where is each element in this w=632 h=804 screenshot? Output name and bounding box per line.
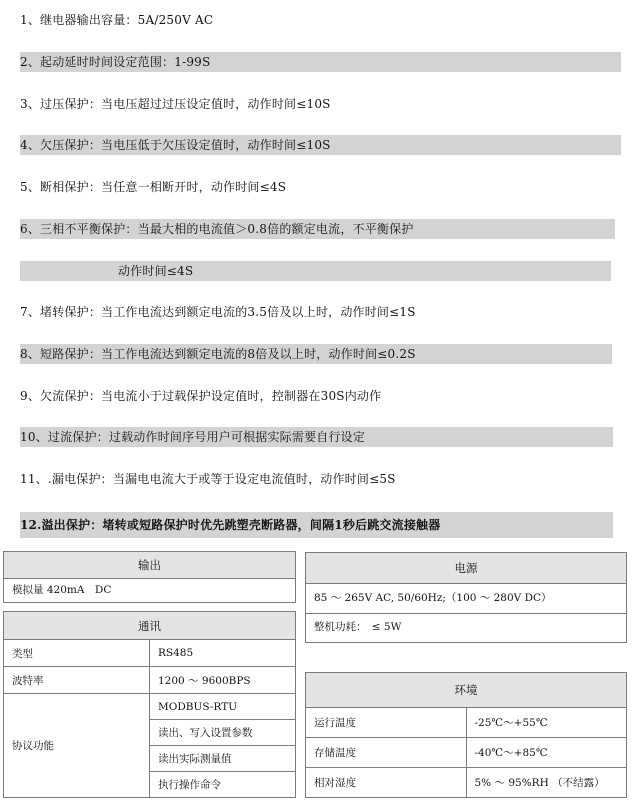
env-row-value: -40℃～+85℃ (466, 738, 627, 768)
output-box-title: 输出 (4, 552, 295, 579)
comm-protocol-item: 读出实际测量值 (150, 746, 296, 772)
power-consumption: 整机功耗： ≤ 5W (314, 621, 402, 633)
env-table (305, 672, 627, 798)
comm-protocol-item: 执行操作命令 (150, 772, 296, 798)
env-row-label: 存储温度 (306, 738, 467, 768)
comm-type-value: RS485 (150, 640, 296, 667)
env-row-value: -25℃～+55℃ (466, 708, 627, 738)
spec-line-6: 6、三相不平衡保护：当最大相的电流值＞0.8倍的额定电流，不平衡保护 (20, 219, 615, 239)
comm-protocol-item: 读出、写入设置参数 (150, 720, 296, 746)
env-row-label: 相对湿度 (306, 768, 467, 798)
spec-line-11: 11、.漏电保护：当漏电电流大于或等于设定电流值时，动作时间≤5S (20, 472, 396, 486)
spec-line-10: 10、过流保护：过载动作时间序号用户可根据实际需要自行设定 (20, 427, 613, 447)
output-value: 模拟量 420mA DC (12, 584, 112, 596)
spec-line-3: 3、过压保护：当电压超过过压设定值时，动作时间≤10S (20, 97, 331, 111)
env-row-value: 5% ～ 95%RH （不结露） (466, 768, 627, 798)
spec-line-2: 2、起动延时时间设定范围：1-99S (20, 52, 621, 72)
env-box-title: 环境 (306, 673, 627, 708)
spec-line-7: 7、堵转保护：当工作电流达到额定电流的3.5倍及以上时，动作时间≤1S (20, 305, 416, 319)
spec-line-1: 1、继电器输出容量：5A/250V AC (20, 13, 214, 27)
env-row-label: 运行温度 (306, 708, 467, 738)
power-box-title: 电源 (306, 553, 626, 584)
comm-type-label: 类型 (4, 640, 150, 667)
output-box (3, 551, 296, 603)
spec-line-6-continued: 动作时间≤4S (20, 261, 611, 281)
comm-protocol-item: MODBUS-RTU (150, 694, 296, 720)
comm-baud-value: 1200 ～ 9600BPS (150, 667, 296, 694)
comm-box (3, 611, 296, 797)
power-voltage: 85 ～ 265V AC, 50/60Hz;（100 ～ 280V DC） (306, 584, 626, 614)
env-box (305, 672, 627, 797)
comm-baud-label: 波特率 (4, 667, 150, 694)
comm-table (3, 611, 296, 798)
spec-line-12: 12.溢出保护：堵转或短路保护时优先跳塑壳断路器，间隔1秒后跳交流接触器 (20, 512, 613, 538)
comm-box-title: 通讯 (4, 612, 296, 640)
spec-line-5: 5、断相保护：当任意一相断开时，动作时间≤4S (20, 180, 287, 194)
comm-protocol-label: 协议功能 (4, 694, 150, 798)
power-box (305, 552, 627, 643)
spec-line-8: 8、短路保护：当工作电流达到额定电流的8倍及以上时，动作时间≤0.2S (20, 344, 612, 364)
spec-line-9: 9、欠流保护：当电流小于过载保护设定值时，控制器在30S内动作 (20, 389, 382, 403)
spec-line-4: 4、欠压保护：当电压低于欠压设定值时，动作时间≤10S (20, 135, 621, 155)
